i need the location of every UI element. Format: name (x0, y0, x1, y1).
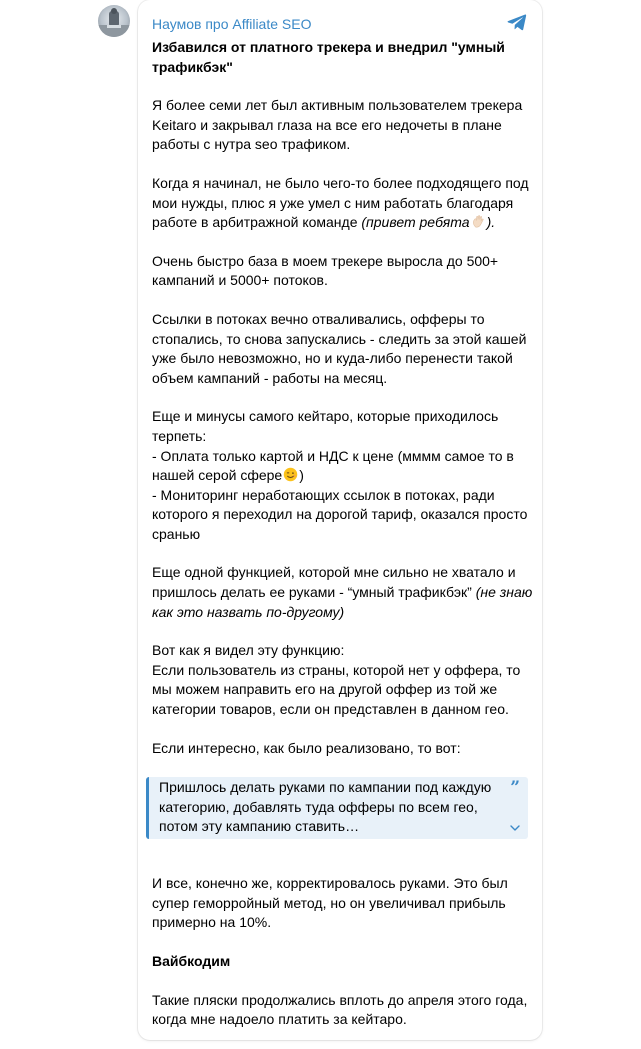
post-paragraph-3: Очень быстро база в моем трекере выросла до 500+ кампаний и 5000+ потоков. (152, 252, 499, 289)
post-paragraph-1: Я более семи лет был активным пользователем трекера Keitaro и закрывал глаза на все его недочеты в плане работы с нутра seo трафиком. (152, 97, 523, 153)
quote-text: Пришлось делать руками по кампании под каждую категорию, добавлять туда офферы по всем гео, потом эту кампанию ставить… (159, 779, 492, 835)
post-paragraph-2 (152, 174, 534, 233)
post-paragraph-2-italic-end: ). (486, 214, 496, 231)
post-paragraph-8: Если интересно, как было реализовано, то вот: (152, 739, 461, 756)
collapsed-quote[interactable] (146, 777, 528, 839)
chevron-down-icon[interactable] (509, 822, 521, 834)
post-paragraph-2-text: Когда я начинал, не было чего-то более подходящего под мои нужды, плюс я уже умел с ним работать благодаря работе в арбитражной команде (152, 174, 529, 231)
post-paragraph-5-line-3: - Мониторинг неработающих ссылок в потоках, ради которого я переходил на дорогой тариф, оказался просто сранью (152, 486, 528, 542)
post-title: Избавился от платного трекера и внедрил "умный трафикбэк" (152, 39, 505, 75)
quote-mark-icon: ” (510, 778, 520, 799)
post-paragraph-7-line-2: Если пользователь из страны, которой нет у оффера, то мы можем направить его на другой оффер из той же категории товаров, если он представлен в данном гео. (152, 661, 521, 718)
post-paragraph-6-text: Еще одной функцией, которой мне сильно не хватало и пришлось делать ее руками - “умный трафикбэк” (152, 564, 516, 601)
channel-name[interactable]: Наумов про Affiliate SEO (152, 16, 312, 32)
winking-face-icon (283, 467, 298, 482)
post-paragraph-10: Такие пляски продолжались вплоть до апреля этого года, когда мне надоело платить за кейтаро. (152, 991, 528, 1028)
post-paragraph-7-line-1: Вот как я видел эту функцию: (152, 642, 345, 659)
post-paragraph-2-italic-text: (привет ребята (361, 214, 470, 231)
spacer (152, 858, 534, 874)
post-paragraph-5 (152, 407, 534, 544)
telegram-plane-icon[interactable] (506, 11, 528, 33)
post-paragraph-4: Ссылки в потоках вечно отваливались, офферы то стопались, то снова запускались - следить за этой кашей уже было невозможно, но и куда-либо перенести такой объем кампаний - работы на месяц. (152, 310, 527, 386)
post-paragraph-7 (152, 641, 534, 719)
post-paragraph-5-line-1: Еще и минусы самого кейтаро, которые приходилось терпеть: (152, 408, 499, 444)
post-body (152, 38, 534, 1049)
channel-avatar[interactable] (98, 5, 130, 37)
post-paragraph-5-line-2-end: ) (299, 467, 304, 484)
post-paragraph-6 (152, 563, 534, 622)
post-paragraph-2-italic (361, 214, 495, 230)
post-paragraph-6-italic: (не знаю как это назвать по-другому) (152, 584, 533, 620)
avatar-photo-icon (98, 5, 130, 37)
post-paragraph-9: И все, конечно же, корректировалось руками. Это был супер геморройный метод, но он увеличивал прибыль примерно на 10%. (152, 875, 508, 931)
waving-hand-icon (471, 214, 486, 229)
post-paragraph-5-line-2: - Оплата только картой и НДС к цене (мммм самое то в нашей серой сфере (152, 447, 514, 484)
post-subheading: Вайбкодим (152, 953, 231, 969)
